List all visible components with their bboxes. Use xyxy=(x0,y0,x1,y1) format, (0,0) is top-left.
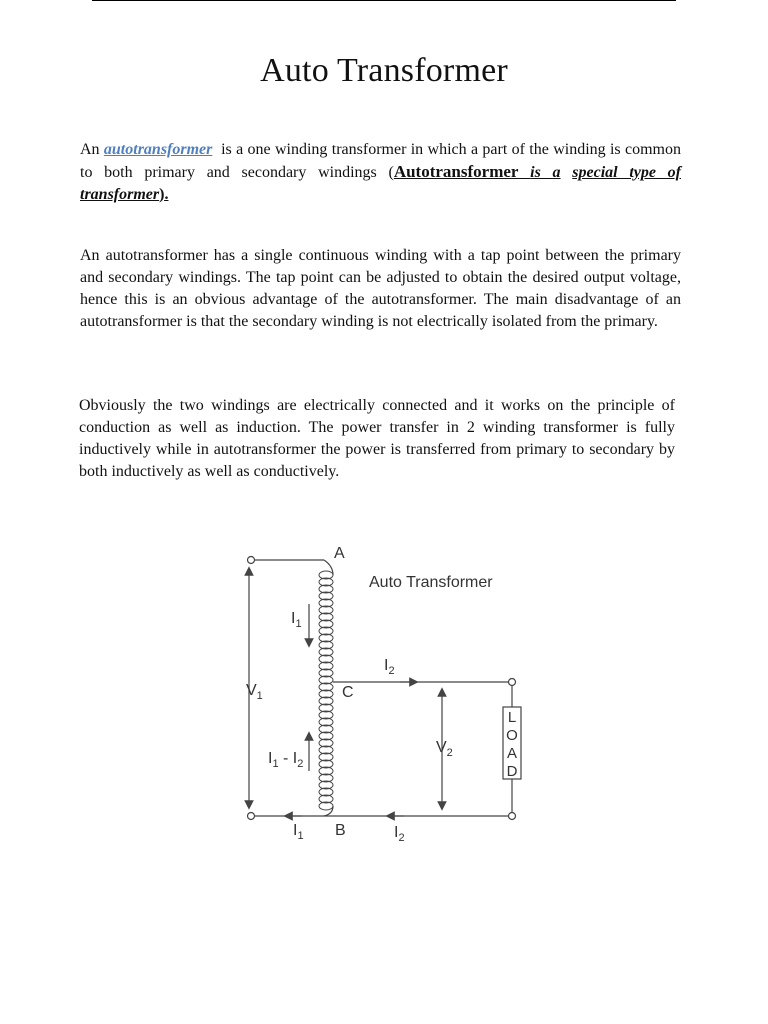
node-b-label: B xyxy=(335,822,346,839)
load-letter-a: A xyxy=(506,745,518,762)
i1-top-label: $I_1$ xyxy=(291,610,302,630)
p1-bold-term: Autotransformer xyxy=(393,162,519,181)
diagram-caption: Auto Transformer xyxy=(369,574,493,591)
terminal-top-right xyxy=(509,679,516,686)
terminal-bottom-left xyxy=(248,813,255,820)
winding-coil xyxy=(319,571,333,810)
paragraph-tap-point: An autotransformer has a single continuous winding with a tap point between the primary and secondary windings. The tap point can be adjusted to obtain the desired output voltage, hence this is an obvious advantage of the autotransformer. The main disadvantage of an autotransformer is that the secondary winding is not electrically isolated from the primary. xyxy=(80,247,681,330)
p1-bold-phrase-1: is a xyxy=(530,164,561,181)
i1-bottom-label: $I_1$ xyxy=(293,822,304,842)
node-c-label: C xyxy=(342,684,354,701)
paragraph-conduction: Obviously the two windings are electrically connected and it works on the principle of conduction as well as induction. The power transfer in 2 winding transformer is fully inductively while in autotransformer the power is transferred from primary to secondary by both inductively as well as conductively. xyxy=(79,397,675,480)
node-a-label: A xyxy=(334,545,345,562)
i2-top-label: $I_2$ xyxy=(384,657,395,677)
i2-bottom-label: $I_2$ xyxy=(394,824,405,844)
p1-lead: An xyxy=(80,141,100,158)
terminal-top-left xyxy=(248,557,255,564)
i1-minus-i2-label: $I_1 - I_2$ xyxy=(268,750,304,770)
autotransformer-link[interactable]: autotransformer xyxy=(103,141,213,158)
load-letter-o: O xyxy=(506,727,518,744)
p1-text: is a one winding transformer in which a part of the winding is common to both primary and secondary windings ( xyxy=(80,141,681,181)
load-letter-d: D xyxy=(506,763,518,780)
v1-label: $V_1$ xyxy=(246,682,263,702)
load-letter-l: L xyxy=(507,709,517,726)
p1-closing: ). xyxy=(159,186,169,203)
page-title: Auto Transformer xyxy=(260,52,508,89)
v2-label: $V_2$ xyxy=(436,739,453,759)
wire-bottom-curve xyxy=(324,806,333,816)
terminal-bottom-right xyxy=(509,813,516,820)
p1-bold-phrase-2: special type of transformer xyxy=(80,164,682,203)
